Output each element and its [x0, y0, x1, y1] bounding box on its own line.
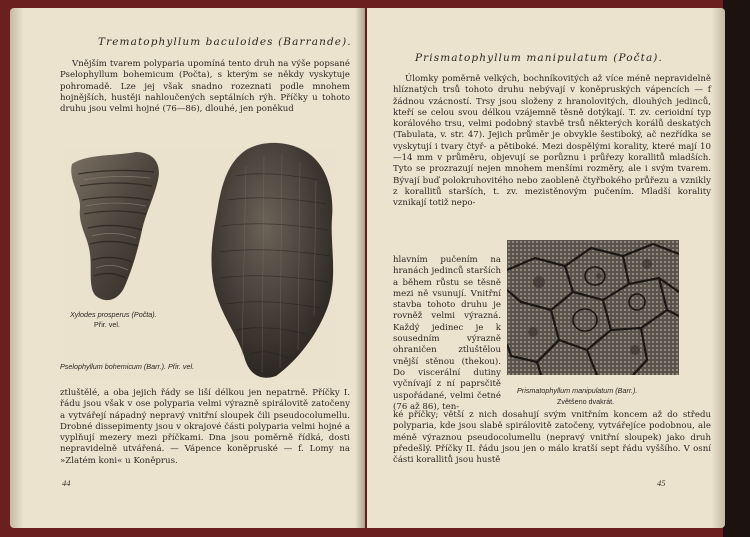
xylodes-caption: Xylodes prosperus (Počta). [70, 310, 157, 319]
right-page [367, 8, 725, 528]
prismatophyllum-section-photo [507, 240, 679, 375]
prismatophyllum-caption: Prismatophyllum manipulatum (Barr.). [517, 386, 638, 395]
right-paragraph-narrow [393, 255, 501, 413]
left-paragraph-bottom-text: ztluštělé, a oba jejich řády se liší délkou jen nepatrně. Příčky I. řádu jsou však v ose polyparia velmi výrazně spirálovitě zatočeny a vytvářejí nápadný nepravý vnitřní sloupek čili pseudocolumellu. Drobné dissepimenty jsou v okrajové části polyparia velmi hojné a vyplňují mezery mezi příčkami. Dna jsou poměrně řídká, dosti nepravidelně utvářená. — Vápence koněpruské — f. Lomy na »Zlatém koni« u Koněprus. [60, 388, 350, 466]
pselophyllum-caption-text: Pselophyllum bohemicum (Barr.). Přir. vel. [60, 362, 195, 371]
page-edge-shadow [711, 8, 725, 528]
left-page-title: Trematophyllum baculoides (Barrande). [98, 36, 352, 48]
prismatophyllum-caption-scale: Zvětšeno dvakrát. [557, 397, 615, 406]
right-page-number: 45 [657, 478, 666, 488]
right-paragraph-top-text: Úlomky poměrně velkých, bochníkovitých až více méně nepravidelně hlíznatých trsů tohoto druhu nebývají v koněpruských vápencích — f žádnou vzácností. Trsy jsou složeny z hranolovitých, dlouhých jedinců, kteří se celou svou délkou vzájemně těsně dotýkají. T. zv. cerioidní typ korálového trsu, velmi podobný stavbě trsů některých korálů deskatých (Tabulata, v. str. 47). Jejich průměr je obvykle šestiboký, ač nezřídka se vyskytují i tvary čtyř- a pětiboké. Mezi dospělými korality, které mají 10—14 mm v průměru, objevují se porůznu i průřezy korallitů mladších. Tyto se prozrazují nejen mnohem menšími rozměry, ale i svým tvarem. Bývají buď polokruhovitého nebo zaobleně čtyřbokého průřezu a vznikly z korallitů starších, t. zv. mezistěnovým pučením. Mladší korality vznikají totiž nepo- [393, 74, 711, 209]
left-paragraph-bottom [60, 388, 350, 467]
xylodes-fossil-photo [66, 150, 166, 305]
left-page-number: 44 [62, 478, 71, 488]
pselophyllum-fossil-photo [206, 136, 346, 384]
right-page-title: Prismatophyllum manipulatum (Počta). [415, 52, 663, 64]
page-edge-shadow [10, 8, 24, 528]
xylodes-caption-scale: Přir. vel. [94, 320, 120, 329]
left-page [10, 8, 365, 528]
right-paragraph-bottom [393, 410, 711, 466]
left-paragraph-top-text: Vnějším tvarem polyparia upomíná tento druh na výše popsané Pselophyllum bohemicum (Počta), s kterým se někdy vyskytuje pohromadě. Lze jej však snadno rozeznati podle mnohem hojnějších, hustěji nahloučených septálních rýh. Příčky u tohoto druhu jsou velmi hojné (76—86), dlouhé, jen poněkud [60, 59, 350, 115]
cover-edge [723, 0, 750, 537]
left-paragraph-top [60, 59, 350, 115]
right-paragraph-bottom-text: ké příčky; větší z nich dosahují svým vnitřním koncem až do středu polyparia, kde jsou slabě spirálovitě zatočeny, vytvářejíce podobnou, ale méně výraznou pseudocolumellu (nepravý vnitřní sloupek) jako druh předešlý. Příčky II. řádu jsou jen o málo kratší sept řádu vyššího. V osní části korallitů jsou hustě [393, 410, 711, 466]
right-paragraph-top [393, 74, 711, 210]
right-paragraph-narrow-text: hlavním pučením na hranách jedinců starších a během růstu se těsně mezi ně vsunují. Vnitřní stavba tohoto druhu je rovněž velmi výrazná. Každý jedinec je k sousedním výrazně ohraničen ztluštělou vnější stěnou (thekou). Do viscerální dutiny vyčnívají z ní paprsčitě uspořádané, velmi četné (76 až 86), ten- [393, 255, 501, 412]
pselophyllum-caption [60, 362, 270, 371]
